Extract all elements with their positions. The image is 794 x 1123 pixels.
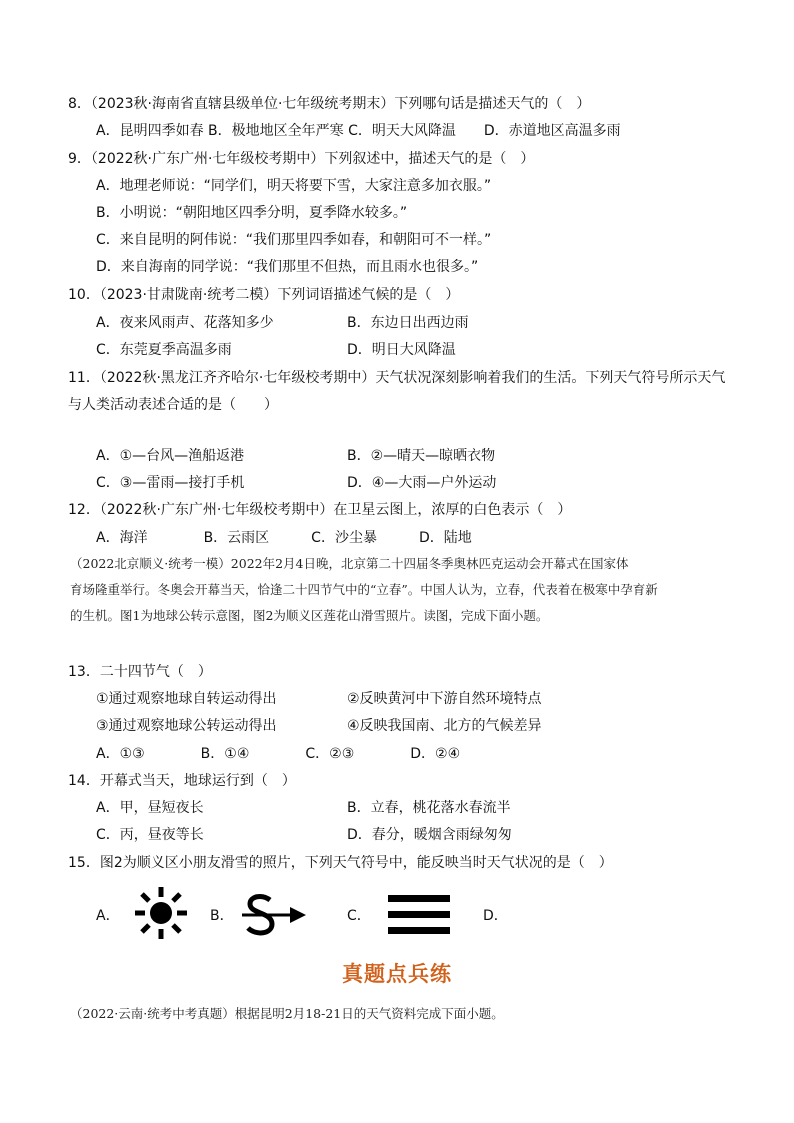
- sun-icon: [133, 885, 189, 941]
- question-8-stem: 8．（2023秋·海南省直辖县级单位·七年级统考期末）下列哪句话是描述天气的（ ）: [68, 96, 591, 112]
- question-10-option-b: B．东边日出西边雨: [347, 315, 469, 331]
- question-15-stem: 15．图2为顺义区小朋友滑雪的照片，下列天气符号中，能反映当时天气状况的是（ ）: [68, 855, 613, 871]
- passage-2-line-1: （2022·云南·统考中考真题）根据昆明2月18-21日的天气资料完成下面小题。: [70, 1006, 504, 1021]
- question-14-option-a: A．甲，昼短夜长: [96, 800, 204, 816]
- question-10-option-d: D．明日大风降温: [347, 342, 456, 358]
- passage-intro: [70, 551, 730, 629]
- question-11-option-b: B．②—晴天—晾晒衣物: [347, 448, 496, 464]
- passage-line-2: 育场隆重举行。冬奥会开幕当天，恰逢二十四节气中的“立春”。中国人认为，立春，代表着在极寒中孕育新: [70, 582, 658, 597]
- question-9-option-a: A．地理老师说：“同学们，明天将要下雪，大家注意多加衣服。”: [96, 178, 492, 194]
- question-13-item-1: ①通过观察地球自转运动得出: [96, 691, 277, 707]
- fog-icon: [386, 893, 452, 937]
- question-9-option-b: B．小明说：“朝阳地区四季分明，夏季降水较多。”: [96, 205, 408, 221]
- question-14-option-c: C．丙，昼夜等长: [96, 827, 204, 843]
- passage-line-3: 的生机。图1为地球公转示意图，图2为顺义区莲花山滑雪照片。读图，完成下面小题。: [70, 608, 549, 623]
- question-12-options: A．海洋 B．云雨区 C．沙尘暴 D．陆地: [96, 530, 472, 546]
- question-14-option-d: D．春分，暖烟含雨绿匆匆: [347, 827, 512, 843]
- question-12-stem: 12．（2022秋·广东广州·七年级校考期中）在卫星云图上，浓厚的白色表示（ ）: [68, 502, 572, 518]
- question-13-item-2: ②反映黄河中下游自然环境特点: [347, 691, 542, 707]
- question-9-option-d: D．来自海南的同学说：“我们那里不但热，而且雨水也很多。”: [96, 259, 479, 275]
- question-10-option-c: C．东莞夏季高温多雨: [96, 342, 232, 358]
- question-9-option-c: C．来自昆明的阿伟说：“我们那里四季如春，和朝阳可不一样。”: [96, 232, 492, 248]
- question-13-item-4: ④反映我国南、北方的气候差异: [347, 718, 542, 734]
- section-title: 真题点兵练: [342, 962, 452, 986]
- question-11-option-d: D．④—大雨—户外运动: [347, 475, 497, 491]
- question-13-item-3: ③通过观察地球公转运动得出: [96, 718, 277, 734]
- question-14-stem: 14．开幕式当天，地球运行到（ ）: [68, 773, 296, 789]
- question-9-stem: 9．（2022秋·广东广州·七年级校考期中）下列叙述中，描述天气的是（ ）: [68, 151, 535, 167]
- passage-line-1: （2022北京顺义·统考一模）2022年2月4日晚，北京第二十四届冬季奥林匹克运动会开幕式在国家体: [70, 556, 629, 571]
- question-15-option-a-label: A．: [96, 908, 120, 924]
- question-10-option-a: A．夜来风雨声、花落知多少: [96, 315, 274, 331]
- question-13-stem: 13．二十四节气（ ）: [68, 664, 212, 680]
- question-10-stem: 10．（2023·甘肃陇南·统考二模）下列词语描述气候的是（ ）: [68, 287, 460, 303]
- passage-intro-2: [70, 1001, 730, 1027]
- question-13-options: A．①③ B．①④ C．②③ D．②④: [96, 746, 461, 762]
- question-11-stem-line2: 与人类活动表述合适的是（ ）: [68, 397, 278, 413]
- question-11-option-a: A．①—台风—渔船返港: [96, 448, 245, 464]
- question-15-option-d-label: D．: [483, 908, 508, 924]
- question-14-option-b: B．立春，桃花落水春流半: [347, 800, 511, 816]
- question-11-stem-line1: 11．（2022秋·黑龙江齐齐哈尔·七年级校考期中）天气状况深刻影响着我们的生活。下列天气符号所示天气: [68, 370, 726, 386]
- question-8-options: A．昆明四季如春 B．极地地区全年严寒 C．明天大风降温 D．赤道地区高温多雨: [96, 123, 621, 139]
- question-15-option-c-label: C．: [347, 908, 371, 924]
- question-15-option-b-label: B．: [210, 908, 234, 924]
- sandstorm-icon: [238, 888, 310, 942]
- question-11-option-c: C．③—雷雨—接打手机: [96, 475, 245, 491]
